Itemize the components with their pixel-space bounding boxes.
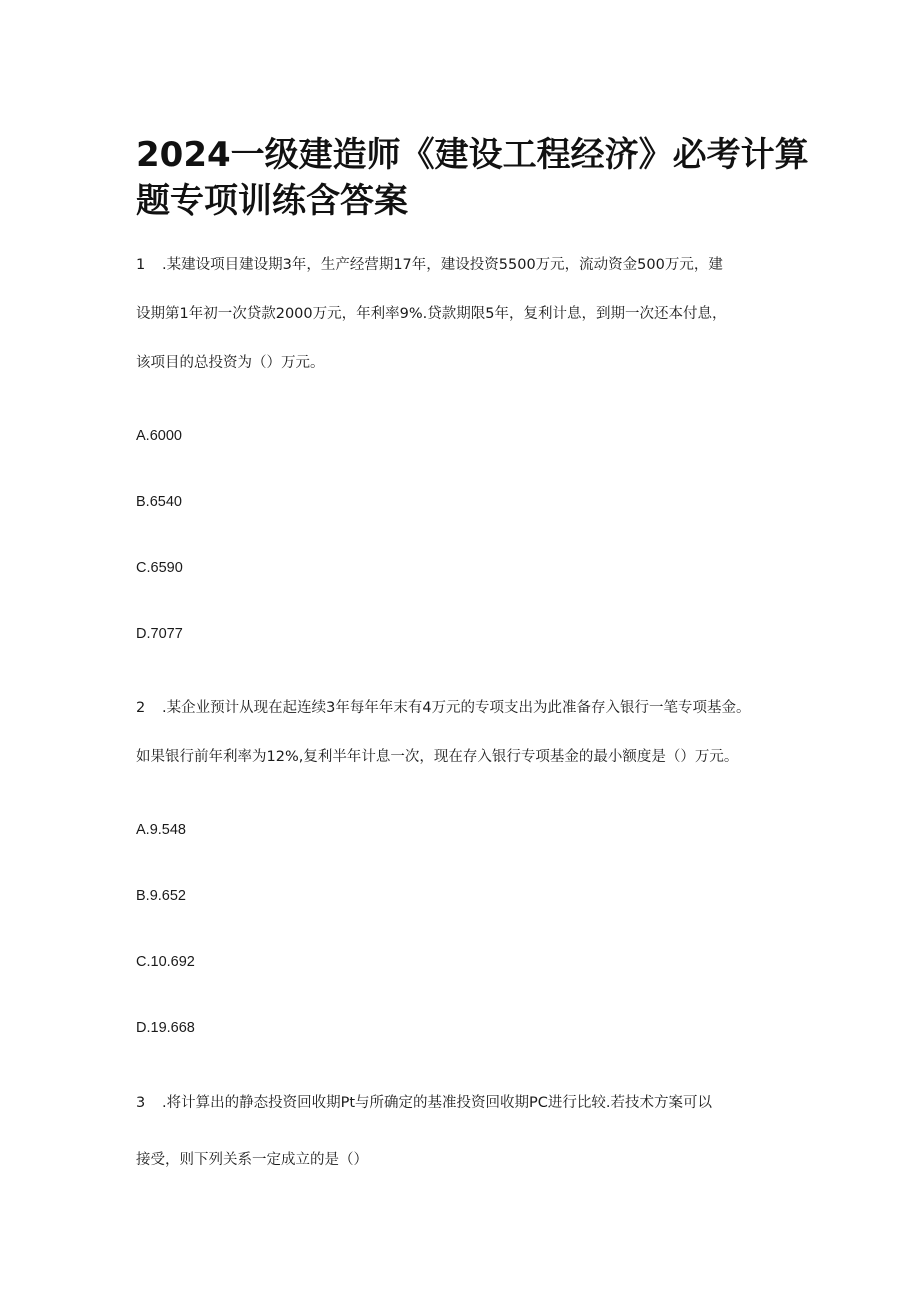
question-1-option-b: B.6540 [136, 494, 182, 510]
question-1-line-3: 该项目的总投资为（）万元。 [136, 355, 325, 371]
question-2-option-d: D.19.668 [136, 1020, 195, 1036]
document-title [136, 132, 816, 224]
question-2-option-a: A.9.548 [136, 822, 186, 838]
question-2-line-2: 如果银行前年利率为12%,复利半年计息一次，现在存入银行专项基金的最小额度是（）万元。 [136, 749, 739, 765]
question-3-line-2: 接受，则下列关系一定成立的是（） [136, 1152, 368, 1168]
question-1-option-d: D.7077 [136, 626, 183, 642]
question-2-option-b: B.9.652 [136, 888, 186, 904]
question-2-line-1 [136, 698, 751, 718]
question-1-option-c: C.6590 [136, 560, 183, 576]
question-1-text-1: .某建设项目建设期3年，生产经营期17年，建设投资5500万元，流动资金500万元，建 [162, 257, 723, 273]
question-2-option-c: C.10.692 [136, 954, 195, 970]
title-line-1: 2024一级建造师《建设工程经济》必考计算 [136, 135, 809, 175]
question-1-line-1 [136, 255, 723, 275]
question-2-number: 2 [136, 700, 146, 716]
question-1-option-a: A.6000 [136, 428, 182, 444]
title-line-2: 题专项训练含答案 [136, 181, 408, 221]
question-3-text-1: .将计算出的静态投资回收期Pt与所确定的基准投资回收期PC进行比较.若技术方案可以 [162, 1095, 713, 1111]
question-3-number: 3 [136, 1095, 146, 1111]
question-2-text-1: .某企业预计从现在起连续3年每年年末有4万元的专项支出为此准备存入银行一笔专项基金。 [162, 700, 751, 716]
question-1-number: 1 [136, 257, 146, 273]
question-1-line-2: 设期第1年初一次贷款2000万元，年利率9%.贷款期限5年，复利计息，到期一次还本付息， [136, 306, 727, 322]
question-3-line-1 [136, 1093, 712, 1113]
